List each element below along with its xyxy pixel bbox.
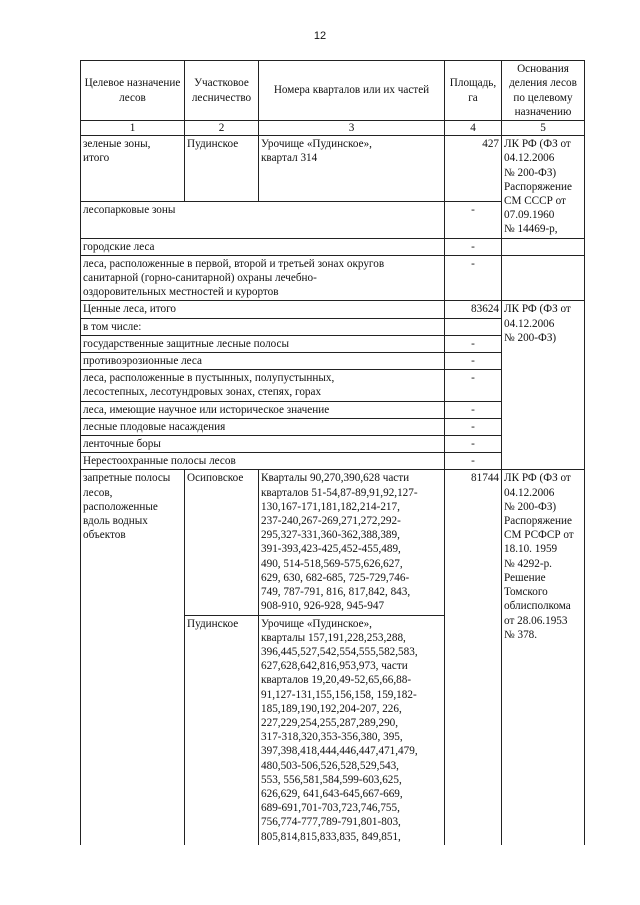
row-area: -	[445, 436, 502, 453]
row-area: -	[445, 238, 502, 255]
header-basis: Основания деления лесов по целевому назначению	[502, 61, 585, 121]
row-label: леса, расположенные в первой, второй и третьей зонах округов санитарной (горно-санитарной) охраны лечебно- оздоровительных местностей и курортов	[81, 255, 445, 301]
row-area: -	[445, 255, 502, 301]
row-label: ленточные боры	[81, 436, 445, 453]
header-purpose: Целевое назначение лесов	[81, 61, 185, 121]
green-zones-quarters: Урочище «Пудинское», квартал 314	[259, 136, 445, 202]
green-zones-area: 427	[445, 136, 502, 202]
valuable-label: Ценные леса, итого	[81, 301, 445, 318]
row-label: лесные плодовые насаждения	[81, 418, 445, 435]
row-label: городские леса	[81, 238, 445, 255]
row-area: -	[445, 370, 502, 401]
table-row	[81, 301, 585, 318]
row-area: -	[445, 353, 502, 370]
green-zones-purpose: зеленые зоны, итого	[81, 136, 185, 202]
row-area: -	[445, 418, 502, 435]
row-label: государственные защитные лесные полосы	[81, 335, 445, 352]
table-row	[81, 255, 585, 301]
row-label: леса, расположенные в пустынных, полупустынных, лесостепных, лесотундровых зонах, степях, горах	[81, 370, 445, 401]
row-label: противоэрозионные леса	[81, 353, 445, 370]
prohibited-basis: ЛК РФ (ФЗ от 04.12.2006 № 200-ФЗ) Распоряжение СМ РСФСР от 18.10. 1959 № 4292-р. Решение Томского облисполкома от 28.06.1953 № 378.	[502, 470, 585, 845]
row-area	[445, 318, 502, 335]
header-quarters: Номера кварталов или их частей	[259, 61, 445, 121]
header-area: Площадь, га	[445, 61, 502, 121]
row-label: лесопарковые зоны	[81, 202, 445, 238]
table-row	[81, 470, 585, 615]
green-zones-forestry: Пудинское	[185, 136, 259, 202]
row-label: Нерестоохранные полосы лесов	[81, 453, 445, 470]
pudinskoe-quarters: Урочище «Пудинское», кварталы 157,191,228,253,288, 396,445,527,542,554,555,582,583, 627,628,642,816,953,973, части кварталов 19,20,49-52,65,66,88- 91,127-131,155,156,158, 159,182- 185,189,190,192,204-207, 226, 227,229,254,255,287,289,290, 317-318,320,353-356,380, 395, 397,398,418,444,446,447,471,479, 480,503-506,526,528,529,543, 553, 556,581,584,599-603,625, 626,629, 641,643-645,667-669, 689-691,701-703,723,746,755, 756,774-777,789-791,801-803, 805,814,815,833,835, 849,851,	[259, 615, 445, 845]
row-area: -	[445, 453, 502, 470]
column-number: 2	[185, 121, 259, 136]
prohibited-purpose: запретные полосы лесов, расположенные вдоль водных объектов	[81, 470, 185, 845]
header-forestry: Участковое лесничество	[185, 61, 259, 121]
valuable-area: 83624	[445, 301, 502, 318]
row-label: в том числе:	[81, 318, 445, 335]
page-number: 12	[313, 30, 327, 42]
row-label: леса, имеющие научное или историческое значение	[81, 401, 445, 418]
row-area: -	[445, 401, 502, 418]
valuable-basis: ЛК РФ (ФЗ от 04.12.2006 № 200-ФЗ)	[502, 301, 585, 470]
row-area: -	[445, 335, 502, 352]
column-number: 3	[259, 121, 445, 136]
pudinskoe-forestry: Пудинское	[185, 615, 259, 845]
column-number: 5	[502, 121, 585, 136]
green-zones-basis: ЛК РФ (ФЗ от 04.12.2006 № 200-ФЗ) Распоряжение СМ СССР от 07.09.1960 № 14469-р,	[502, 136, 585, 238]
column-number: 4	[445, 121, 502, 136]
table-row	[81, 238, 585, 255]
row-area: -	[445, 202, 502, 238]
column-number: 1	[81, 121, 185, 136]
osipovskoe-quarters: Кварталы 90,270,390,628 части кварталов 51-54,87-89,91,92,127- 130,167-171,181,182,214-217, 237-240,267-269,271,272,292- 295,327-331,360-362,388,389, 391-393,423-425,452-455,489, 490, 514-518,569-575,626,627, 629, 630, 682-685, 725-729,746- 749, 787-791, 816, 817,842, 843, 908-910, 926-928, 945-947	[259, 470, 445, 615]
prohibited-area: 81744	[445, 470, 502, 845]
forest-purpose-table	[80, 60, 585, 845]
table-row	[81, 136, 585, 202]
osipovskoe-forestry: Осиповское	[185, 470, 259, 615]
